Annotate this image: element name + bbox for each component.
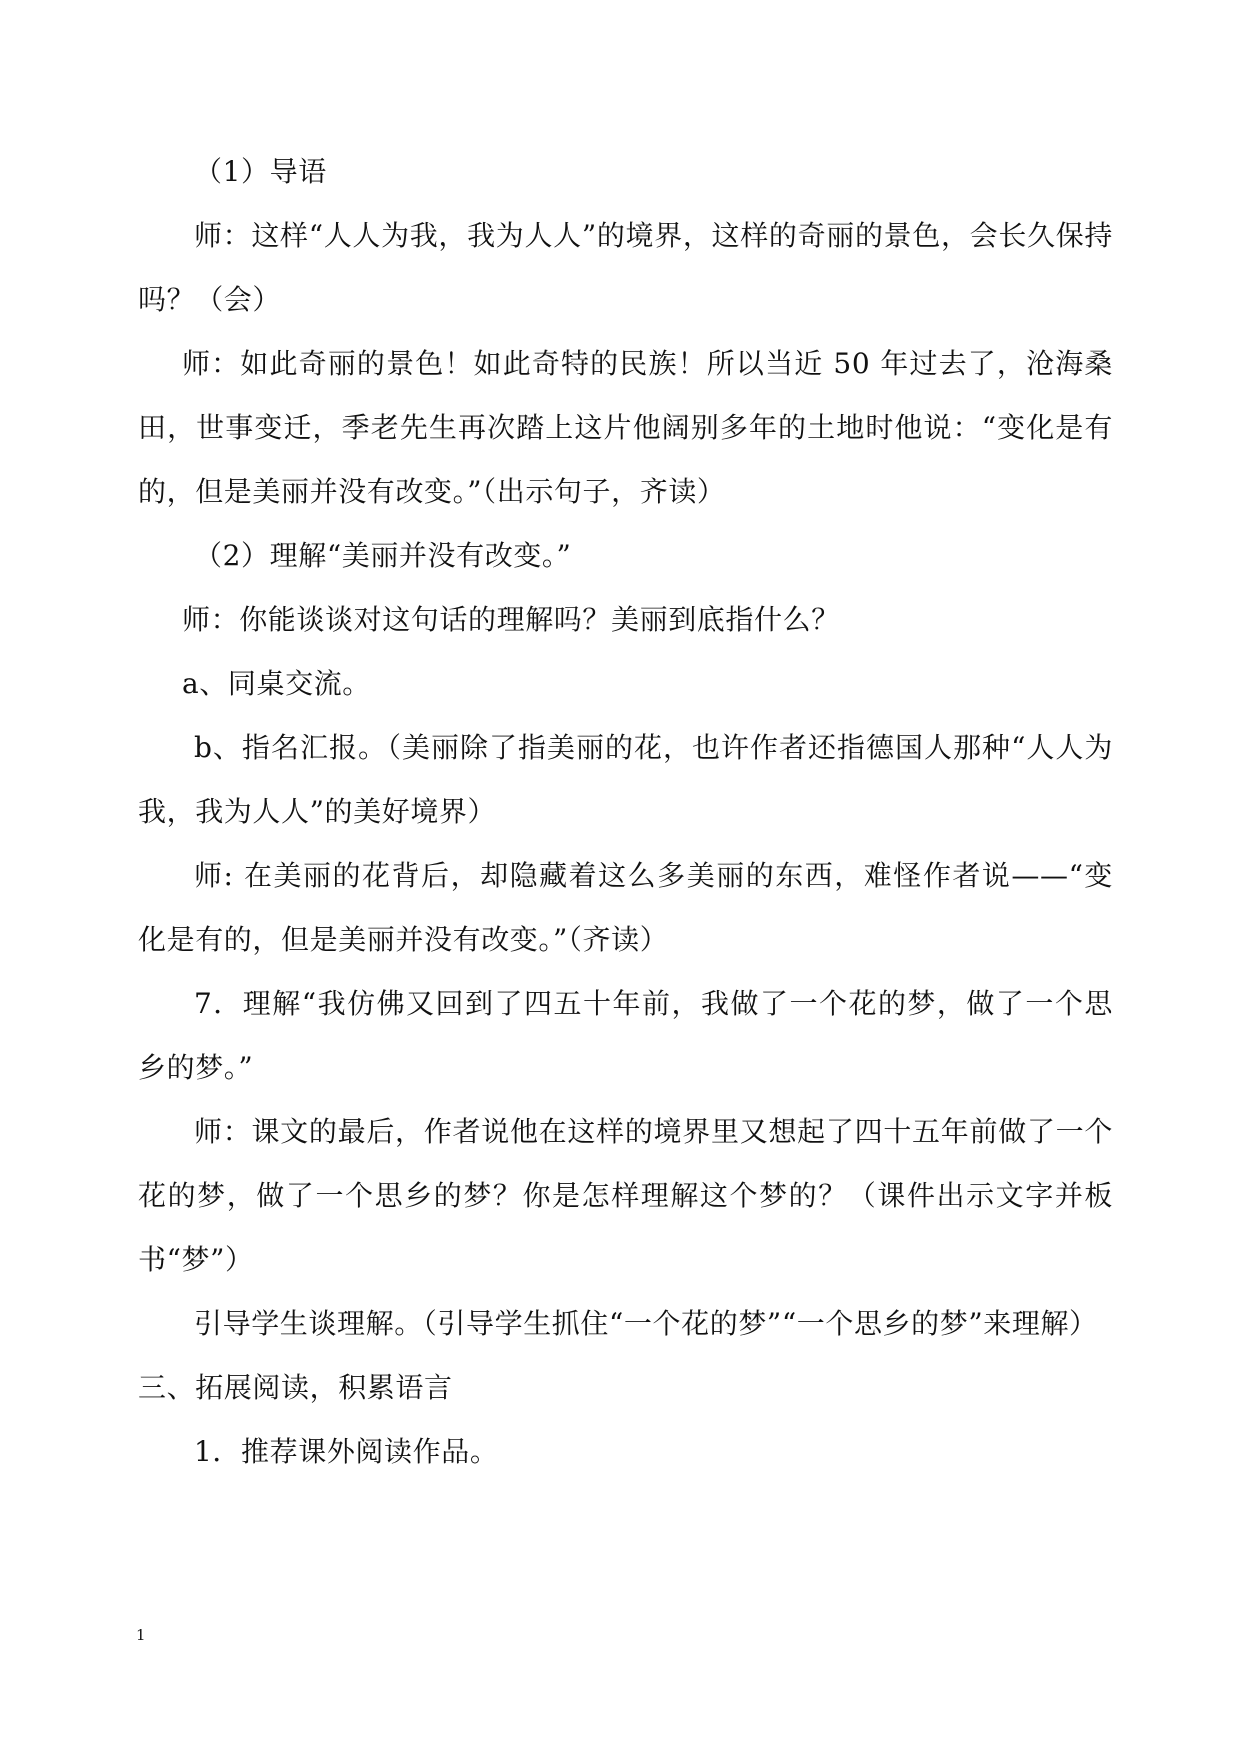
section-heading-extended-reading: 三、拓展阅读，积累语言 (138, 1371, 453, 1404)
paragraph-teacher-dream-question: 师：课文的最后，作者说他在这样的境界里又想起了四十五年前做了一个花的梦，做了一个思乡的梦？你是怎样理解这个梦的？（课件出示文字并板书“梦”） (138, 1115, 1113, 1276)
paragraph-understand-heading: （2）理解“美丽并没有改变。” (194, 539, 572, 572)
paragraph-report: b、指名汇报。（美丽除了指美丽的花，也许作者还指德国人那种“人人为我，我为人人”的美好境界） (138, 731, 1113, 828)
paragraph-guide-students: 引导学生谈理解。（引导学生抓住“一个花的梦”“一个思乡的梦”来理解） (194, 1307, 1098, 1340)
paragraph-desk-discussion: a、同桌交流。 (182, 667, 371, 700)
paragraph-teacher-question-scenery: 师：这样“人人为我，我为人人”的境界，这样的奇丽的景色，会长久保持吗？（会） (138, 219, 1113, 316)
paragraph-teacher-question-beauty: 师：你能谈谈对这句话的理解吗？美丽到底指什么？ (182, 603, 840, 636)
paragraph-intro-heading: （1）导语 (194, 155, 327, 188)
page-number: 1 (136, 1626, 146, 1644)
paragraph-teacher-fifty-years: 师：如此奇丽的景色！如此奇特的民族！所以当近 50 年过去了，沧海桑田，世事变迁，季老先生再次踏上这片他阔别多年的土地时他说：“变化是有的，但是美丽并没有改变。”（出示句子，齐读） (138, 347, 1113, 508)
paragraph-understand-dream: 7．理解“我仿佛又回到了四五十年前，我做了一个花的梦，做了一个思乡的梦。” (138, 987, 1113, 1084)
document-body (138, 140, 1113, 1484)
paragraph-recommend-reading: 1．推荐课外阅读作品。 (194, 1435, 499, 1468)
paragraph-teacher-hidden-beauty: 师: 在美丽的花背后，却隐藏着这么多美丽的东西，难怪作者说——“变化是有的，但是美丽并没有改变。”（齐读） (138, 859, 1113, 956)
